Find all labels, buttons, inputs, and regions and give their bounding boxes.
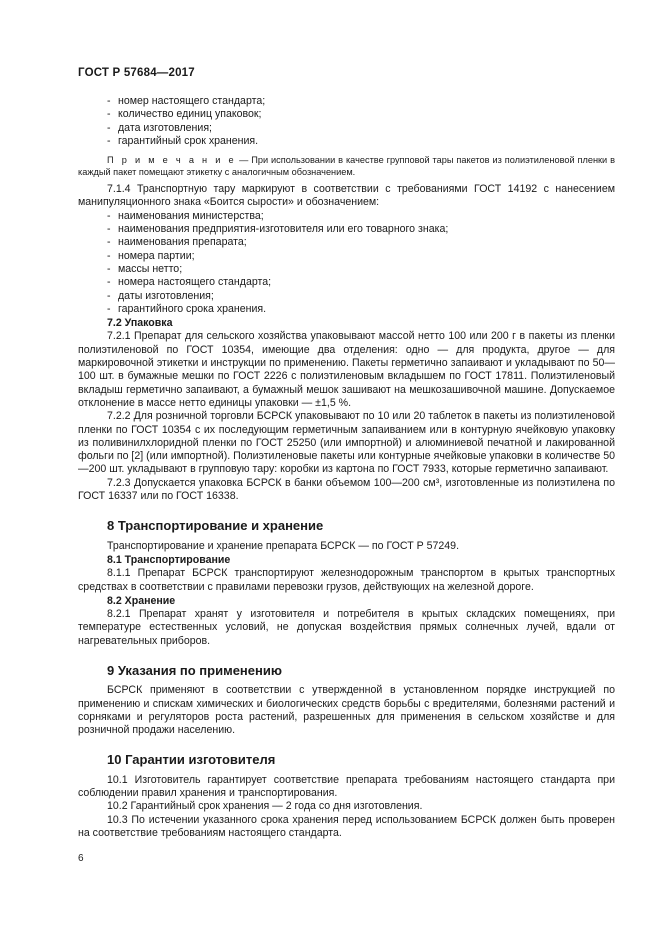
clause-7-2-1: 7.2.1 Препарат для сельского хозяйства упаковывают массой нетто 100 или 200 г в пакеты из пленки полиэтиленовой по ГОСТ 10354, имеющие два отделения: одно — для продукта, другое — для маркировочной этикетки и инструкции по применению. Пакеты герметично запаивают и укладывают по 50—100 шт. в бумажные мешки по ГОСТ 2226 с полиэтиленовым вкладышем по ГОСТ 17811. Полиэтиленовый вкладыш герметично запаивают, а бумажный мешок зашивают на мешкозашивочной машине. Допускаемое отклонение в массе нетто единицы упаковки — ±1,5 %. bbox=[78, 330, 615, 409]
list-item: - даты изготовления; bbox=[107, 289, 214, 302]
page-number: 6 bbox=[78, 853, 84, 864]
marking-list-top bbox=[78, 95, 615, 148]
clause-7-2-3: 7.2.3 Допускается упаковка БСРСК в банки объемом 100—200 см³, изготовленные из полиэтилена по ГОСТ 16337 или по ГОСТ 16338. bbox=[78, 476, 615, 503]
clause-10-3: 10.3 По истечении указанного срока хранения перед использованием БСРСК должен быть проверен на соответствие требованиям настоящего стандарта. bbox=[78, 813, 615, 839]
list-item: - номер настоящего стандарта; bbox=[107, 95, 266, 107]
section-title-8: 8 Транспортирование и хранение bbox=[107, 518, 324, 534]
list-item: - дата изготовления; bbox=[107, 121, 213, 134]
section-title-9: 9 Указания по применению bbox=[107, 662, 282, 678]
list-item: - номера партии; bbox=[107, 249, 195, 262]
subsection-heading-8-2: 8.2 Хранение bbox=[107, 594, 176, 607]
list-item: - наименования предприятия-изготовителя или его товарного знака; bbox=[107, 223, 449, 236]
list-item: - гарантийный срок хранения. bbox=[107, 134, 259, 147]
document-code: ГОСТ Р 57684—2017 bbox=[78, 67, 195, 79]
section-9-text: БСРСК применяют в соответствии с утвержденной в установленном порядке инструкцией по применению и спискам химических и биологических средств борьбы с вредителями, болезнями растений и сорняками и регуляторов роста растений, разрешенных для применения в сельском хозяйстве и для розничной продажи населению. bbox=[78, 684, 615, 737]
list-item: - количество единиц упаковок; bbox=[107, 108, 262, 121]
section-title-10: 10 Гарантии изготовителя bbox=[107, 752, 276, 768]
list-item: - массы нетто; bbox=[107, 262, 183, 275]
clause-8-1-1: 8.1.1 Препарат БСРСК транспортируют железнодорожным транспортом в крытых транспортных средствах в соответствии с правилами перевозки грузов, действующих на железной дороге. bbox=[78, 567, 615, 593]
subsection-heading-8-1: 8.1 Транспортирование bbox=[107, 553, 231, 566]
page-content bbox=[78, 95, 615, 840]
clause-7-1-4: 7.1.4 Транспортную тару маркируют в соответствии с требованиями ГОСТ 14192 с нанесением манипуляционного знака «Боится сырости» и обозначением: bbox=[78, 183, 615, 209]
marking-list-transport bbox=[78, 210, 615, 316]
note-text: — При использовании в качестве групповой тары пакетов из полиэтиленовой пленки в каждый пакет помещают этикетку с аналогичным обозначением. bbox=[78, 155, 615, 178]
section-8-intro: Транспортирование и хранение препарата БСРСК — по ГОСТ Р 57249. bbox=[107, 539, 460, 552]
subsection-heading-7-2: 7.2 Упаковка bbox=[107, 317, 173, 330]
list-item: - гарантийного срока хранения. bbox=[107, 302, 267, 315]
list-item: - наименования препарата; bbox=[107, 236, 247, 249]
clause-10-2: 10.2 Гарантийный срок хранения — 2 года со дня изготовления. bbox=[107, 800, 423, 813]
note-label: П р и м е ч а н и е bbox=[107, 155, 237, 166]
note-paragraph bbox=[78, 154, 615, 178]
clause-7-2-2: 7.2.2 Для розничной торговли БСРСК упаковывают по 10 или 20 таблеток в пакеты из полиэтиленовой пленки по ГОСТ 10354 с их последующим герметичным запаиванием или в контурную ячейковую упаковку из поливинилхлоридной пленки по ГОСТ 25250 (или импортной) и алюминиевой печатной и лакированной фольги по [2] (или импортной). Полиэтиленовые пакеты или контурные ячейковые упаковки в количестве 50—200 шт. укладывают в групповую тару: коробки из картона по ГОСТ 7933, которые герметично запаивают. bbox=[78, 410, 615, 476]
list-item: - наименования министерства; bbox=[107, 209, 264, 222]
list-item: - номера настоящего стандарта; bbox=[107, 276, 272, 289]
clause-10-1: 10.1 Изготовитель гарантирует соответствие препарата требованиям настоящего стандарта при соблюдении правил хранения и транспортирования. bbox=[78, 773, 615, 800]
clause-8-2-1: 8.2.1 Препарат хранят у изготовителя и потребителя в крытых складских помещениях, при температуре естественных условий, не допуская воздействия прямых солнечных лучей, вдали от нагревательных приборов. bbox=[78, 608, 615, 647]
